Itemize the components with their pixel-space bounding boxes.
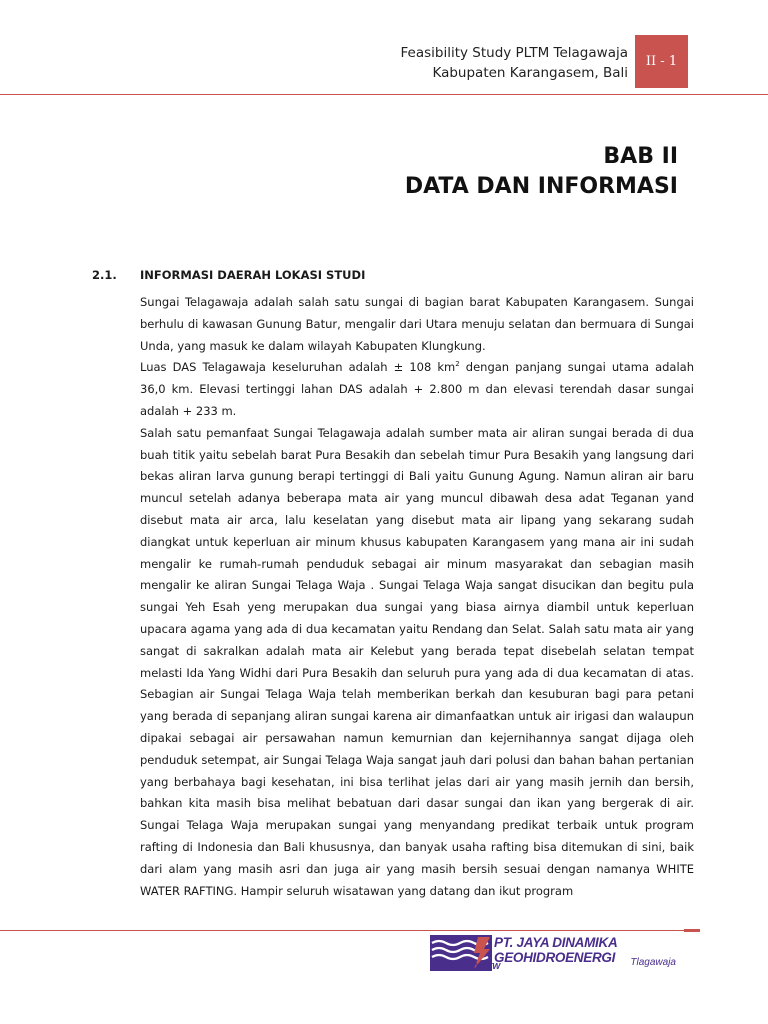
paragraph: Sungai Telagawaja adalah salah satu sungai di bagian barat Kabupaten Karangasem. Sungai berhulu di kawasan Gunung Batur, mengalir dari Utara menuju selatan dan bermuara di Sungai Unda, yang masuk ke dalam wilayah Kabupaten Klungkung.	[140, 295, 694, 353]
chapter-title: DATA DAN INFORMASI	[404, 174, 678, 199]
superscript: 2	[455, 360, 460, 369]
company-name: PT. JAYA DINAMIKA GEOHIDROENERGI	[494, 935, 617, 965]
header-title: Feasibility Study PLTM Telagawaja	[400, 45, 628, 61]
paragraph-text: Luas DAS Telagawaja keseluruhan adalah ± 108 km	[140, 360, 456, 375]
footer-divider	[0, 930, 700, 931]
chapter-number: BAB II	[603, 144, 678, 169]
chapter-heading	[405, 142, 678, 202]
section-number: 2.1.	[92, 268, 117, 282]
page-number-badge: II - 1	[635, 35, 688, 88]
header-divider	[0, 94, 768, 95]
company-abbrev: DG TW	[472, 961, 501, 971]
company-place: Tlagawaja	[630, 957, 676, 968]
paragraph: Salah satu pemanfaat Sungai Telagawaja adalah sumber mata air aliran sungai berada di dua buah titik yaitu sebelah barat Pura Besakih dan sebelah timur Pura Besakih yang langsung dari bekas aliran larva gunung berapi tertinggi di Bali yaitu Gunung Agung. Namun aliran air baru muncul setelah adanya beberapa mata air yang muncul dibawah desa adat Teganan yand disebut mata air arca, lalu keselatan yang disebut mata air lipang yang sekarang sudah diangkat untuk keperluan air minum khusus kabupaten Karangasem yang mana air ini sudah mengalir ke rumah-rumah penduduk sebagai air minum masyarakat dan sebagian masih mengalir ke aliran Sungai Telaga Waja . Sungai Telaga Waja sangat disucikan dan begitu pula sungai Yeh Esah yeng merupakan dua sungai yang biasa airnya diambil untuk keperluan upacara agama yang ada di dua kecamatan yaitu Rendang dan Selat. Salah satu mata air yang sangat di sakralkan adalah mata air Kelebut yang berada tepat disebelah selatan tempat melasti Ida Yang Widhi dari Pura Besakih dan seluruh pura yang ada di dua kecamatan di atas. Sebagian air Sungai Telaga Waja telah memberikan berkah dan kesuburan bagi para petani yang berada di sepanjang aliran sungai karena air dimanfaatkan untuk air irigasi dan walaupun dipakai sebagai air persawahan namun kemurnian dan kejernihannya sangat dijaga oleh penduduk setempat, air Sungai Telaga Waja sangat jauh dari polusi dan bahan bahan pertanian yang berbahaya bagi kesehatan, ini bisa terlihat jelas dari air yang masih jernih dan bersih, bahkan kita masih bisa melihat bebatuan dari dasar sungai dan ikan yang bergerak di air. Sungai Telaga Waja merupakan sungai yang menyandang predikat terbaik untuk program rafting di Indonesia dan Bali khususnya, dan banyak usaha rafting bisa ditemukan di sini, baik dari alam yang masih asri dan juga air yang masih bersih sesuai dengan namanya WHITE WATER RAFTING. Hampir seluruh wisatawan yang datang dan ikut program	[140, 425, 694, 898]
paragraph-text: dengan panjang sungai utama adalah 36,0 km. Elevasi tertinggi lahan DAS adalah + 2.800 m dan elevasi terendah dasar sungai adalah + 233 m.	[140, 360, 694, 418]
header-subtitle: Kabupaten Karangasem, Bali	[432, 65, 628, 81]
company-logo	[430, 935, 680, 973]
paragraph	[140, 357, 694, 422]
section-title: INFORMASI DAERAH LOKASI STUDI	[140, 268, 366, 282]
footer-divider-tick	[684, 929, 700, 932]
document-header	[228, 43, 628, 83]
body-text	[140, 292, 694, 902]
